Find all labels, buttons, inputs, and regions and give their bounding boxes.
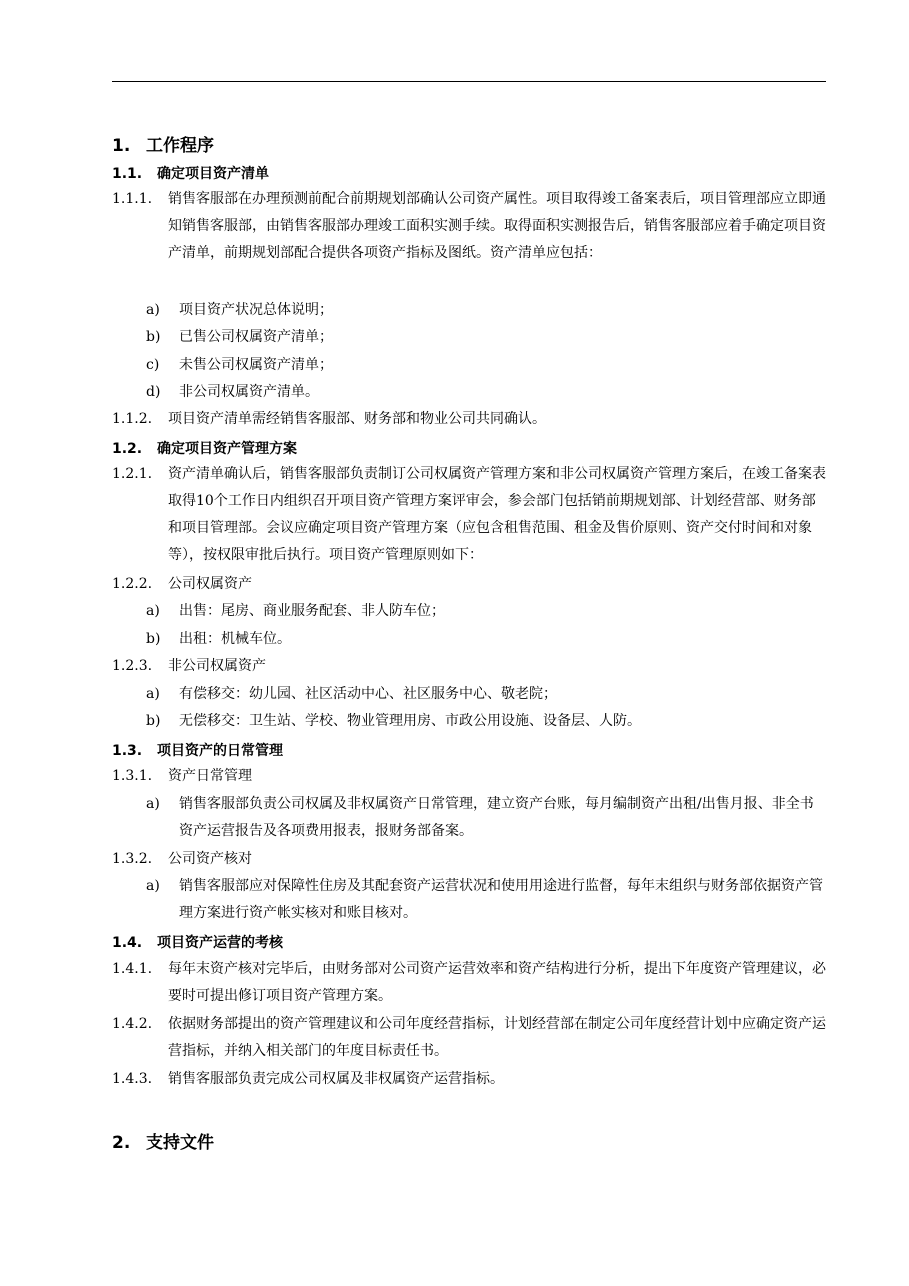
subsection-title: 确定项目资产管理方案 (157, 441, 297, 457)
list-text: 销售客服部负责公司权属及非权属资产日常管理，建立资产台账，每月编制资产出租/出售月报、非全书资产运营报告及各项费用报表，报财务部备案。 (179, 796, 814, 839)
section-heading (112, 1128, 214, 1153)
subsection-heading (112, 740, 283, 760)
clause-text: 非公司权属资产 (168, 658, 266, 674)
list-text: 有偿移交：幼儿园、社区活动中心、社区服务中心、敬老院； (179, 686, 557, 702)
clause (112, 653, 828, 680)
clause (112, 846, 828, 873)
clause (112, 1011, 828, 1065)
list-text: 未售公司权属资产清单； (179, 357, 333, 373)
clause-text: 资产日常管理 (168, 768, 252, 784)
clause-number: 1.3.2. (112, 851, 153, 867)
list-marker: a) (146, 302, 160, 318)
subsection-heading (112, 932, 283, 952)
section-number: 1. (112, 136, 131, 156)
list-item (146, 791, 826, 845)
list-item (146, 598, 826, 625)
list-text: 已售公司权属资产清单； (179, 329, 333, 345)
list-text: 项目资产状况总体说明； (179, 302, 333, 318)
clause-text: 依据财务部提出的资产管理建议和公司年度经营指标，计划经营部在制定公司年度经营计划中应确定资产运营指标，并纳入相关部门的年度目标责任书。 (168, 1016, 826, 1059)
list-item (146, 379, 826, 406)
list-item (146, 708, 826, 735)
section-heading (112, 131, 214, 156)
list-text: 非公司权属资产清单。 (179, 384, 319, 400)
clause-text: 每年末资产核对完毕后，由财务部对公司资产运营效率和资产结构进行分析，提出下年度资产管理建议，必要时可提出修订项目资产管理方案。 (168, 961, 826, 1004)
clause (112, 461, 828, 569)
clause (112, 1066, 828, 1093)
clause (112, 956, 828, 1010)
subsection-number: 1.2. (112, 441, 143, 457)
subsection-number: 1.1. (112, 166, 143, 182)
clause-number: 1.4.1. (112, 961, 153, 977)
list-marker: b) (146, 713, 161, 729)
clause (112, 406, 828, 433)
section-number: 2. (112, 1133, 131, 1153)
list-marker: a) (146, 686, 160, 702)
clause-number: 1.2.2. (112, 576, 153, 592)
subsection-heading (112, 163, 269, 183)
subsection-title: 项目资产运营的考核 (157, 935, 283, 951)
clause-number: 1.1.2. (112, 411, 153, 427)
clause-number: 1.2.1. (112, 466, 153, 482)
list-marker: a) (146, 796, 160, 812)
section-title: 工作程序 (146, 136, 214, 156)
section-title: 支持文件 (146, 1133, 214, 1153)
list-item (146, 297, 826, 324)
list-marker: d) (146, 384, 161, 400)
clause (112, 763, 828, 790)
list-marker: a) (146, 603, 160, 619)
subsection-heading (112, 438, 297, 458)
clause (112, 186, 828, 267)
clause-text: 项目资产清单需经销售客服部、财务部和物业公司共同确认。 (168, 411, 546, 427)
list-marker: c) (146, 357, 160, 373)
list-text: 销售客服部应对保障性住房及其配套资产运营状况和使用用途进行监督，每年末组织与财务部依据资产管理方案进行资产帐实核对和账目核对。 (179, 878, 823, 921)
list-text: 出售：尾房、商业服务配套、非人防车位； (179, 603, 445, 619)
clause-number: 1.4.3. (112, 1071, 153, 1087)
list-text: 出租：机械车位。 (179, 631, 291, 647)
clause-number: 1.2.3. (112, 658, 153, 674)
list-item (146, 626, 826, 653)
clause-number: 1.3.1. (112, 768, 153, 784)
header-rule (112, 81, 826, 82)
clause-text: 资产清单确认后，销售客服部负责制订公司权属资产管理方案和非公司权属资产管理方案后，在竣工备案表取得10个工作日内组织召开项目资产管理方案评审会，参会部门包括销前期规划部、计划经营部、财务部和项目管理部。会议应确定项目资产管理方案（应包含租售范围、租金及售价原则、资产交付时间和对象等），按权限审批后执行。项目资产管理原则如下： (168, 466, 826, 563)
list-item (146, 324, 826, 351)
subsection-title: 确定项目资产清单 (157, 166, 269, 182)
subsection-number: 1.4. (112, 935, 143, 951)
subsection-title: 项目资产的日常管理 (157, 743, 283, 759)
list-item (146, 352, 826, 379)
list-marker: b) (146, 631, 161, 647)
list-item (146, 681, 826, 708)
list-marker: b) (146, 329, 161, 345)
clause-text: 销售客服部负责完成公司权属及非权属资产运营指标。 (168, 1071, 504, 1087)
clause-number: 1.1.1. (112, 191, 153, 207)
clause-text: 公司资产核对 (168, 851, 252, 867)
subsection-number: 1.3. (112, 743, 143, 759)
clause-text: 销售客服部在办理预测前配合前期规划部确认公司资产属性。项目取得竣工备案表后，项目管理部应立即通知销售客服部，由销售客服部办理竣工面积实测手续。取得面积实测报告后，销售客服部应着手确定项目资产清单，前期规划部配合提供各项资产指标及图纸。资产清单应包括： (168, 191, 826, 261)
clause-number: 1.4.2. (112, 1016, 153, 1032)
list-marker: a) (146, 878, 160, 894)
clause-text: 公司权属资产 (168, 576, 252, 592)
list-text: 无偿移交：卫生站、学校、物业管理用房、市政公用设施、设备层、人防。 (179, 713, 641, 729)
list-item (146, 873, 826, 927)
clause (112, 571, 828, 598)
